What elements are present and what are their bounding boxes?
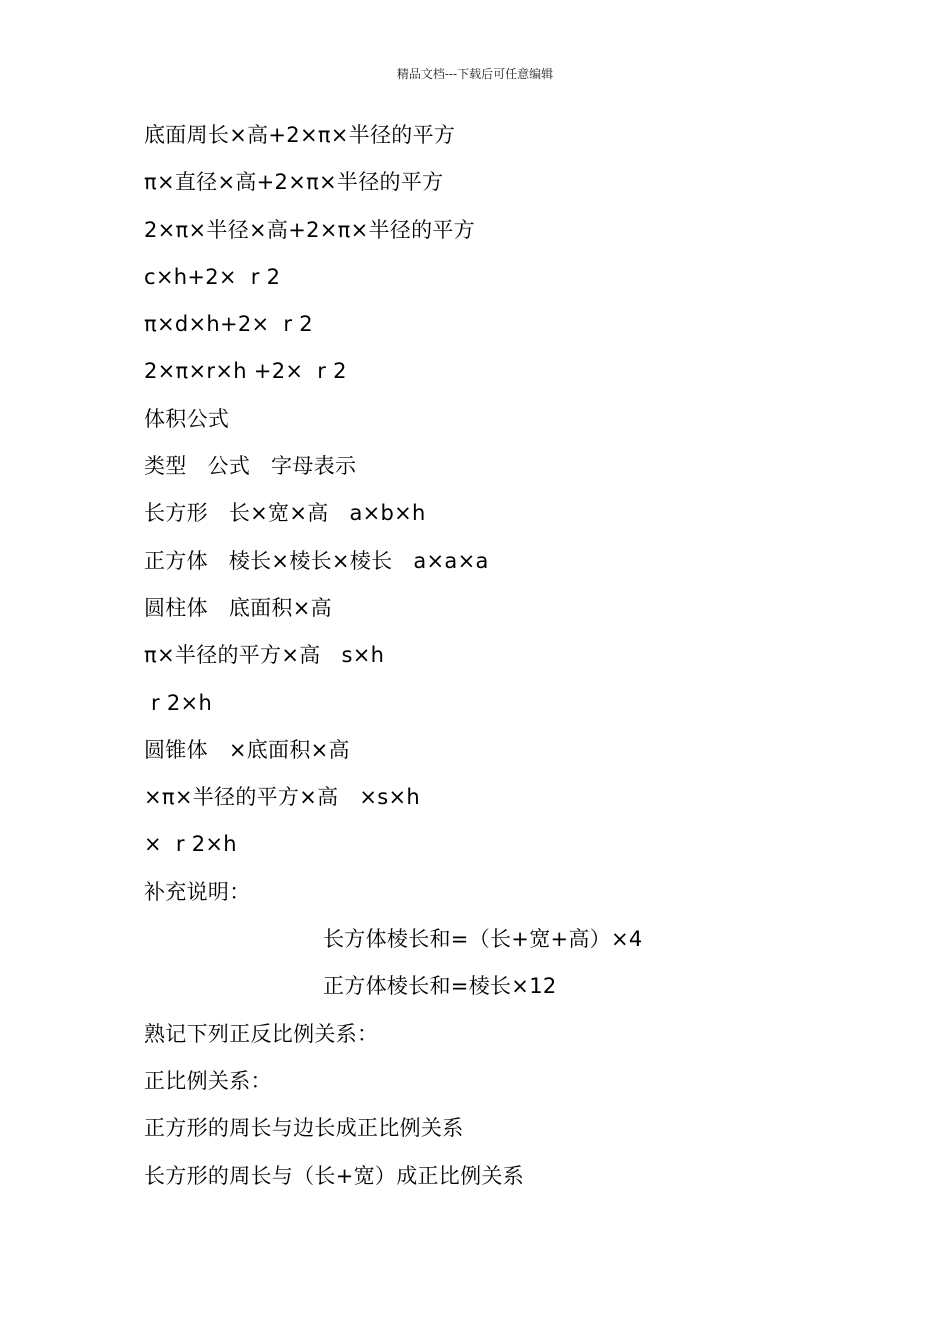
text-line: × r 2×h: [144, 832, 237, 857]
text-line: 2×π×半径×高+2×π×半径的平方: [144, 217, 475, 242]
indented-formula-line: 长方体棱长和=（长+宽+高）×4: [323, 927, 643, 952]
text-line: ×π×半径的平方×高 ×s×h: [144, 785, 420, 810]
section-heading: 体积公式: [144, 406, 230, 431]
text-line: π×d×h+2× r 2: [144, 312, 313, 337]
text-line: c×h+2× r 2: [144, 264, 281, 289]
text-line: 圆柱体 底面积×高: [144, 595, 332, 620]
section-heading: 熟记下列正反比例关系：: [144, 1021, 379, 1046]
page-header: 精品文档---下载后可任意编辑: [396, 67, 554, 81]
text-line: π×直径×高+2×π×半径的平方: [144, 170, 444, 195]
section-heading: 补充说明：: [144, 879, 251, 904]
text-line: 长方形 长×宽×高 a×b×h: [144, 501, 426, 526]
table-header-line: 类型 公式 字母表示: [144, 454, 357, 479]
text-line: π×半径的平方×高 s×h: [144, 643, 385, 668]
document-body: [144, 112, 844, 1200]
text-line: r 2×h: [144, 690, 213, 715]
indented-formula-line: 正方体棱长和=棱长×12: [323, 974, 557, 999]
text-line: 正方形的周长与边长成正比例关系: [144, 1116, 464, 1141]
text-line: 长方形的周长与（长+宽）成正比例关系: [144, 1163, 524, 1188]
text-line: 2×π×r×h +2× r 2: [144, 359, 347, 384]
text-line: 正方体 棱长×棱长×棱长 a×a×a: [144, 548, 489, 573]
text-line: 圆锥体 ×底面积×高: [144, 737, 350, 762]
section-heading: 正比例关系：: [144, 1068, 272, 1093]
text-line: 底面周长×高+2×π×半径的平方: [144, 123, 456, 147]
